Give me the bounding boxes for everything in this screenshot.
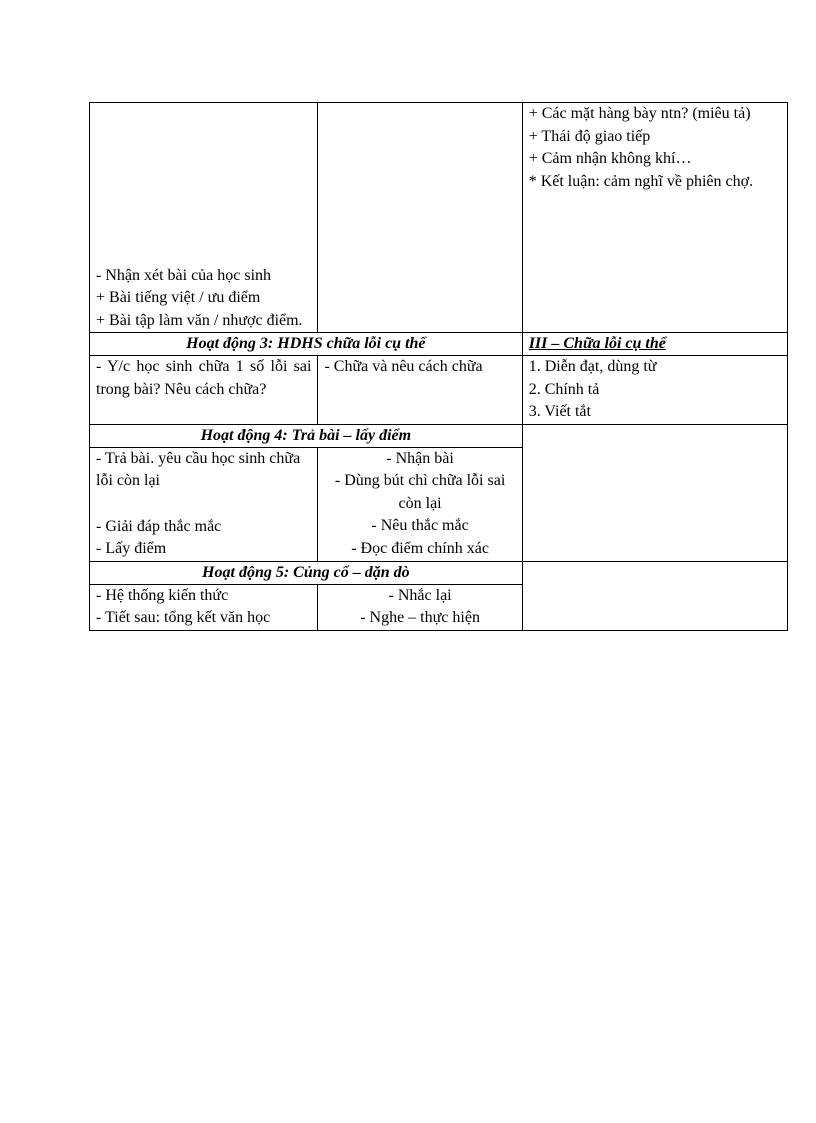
teacher-text: - Giải đáp thắc mắc	[96, 517, 222, 535]
content-cell	[522, 103, 787, 333]
content-text: + Các mặt hàng bày ntn? (miêu tả)	[528, 105, 751, 122]
content-text: * Kết luận: cảm nghĩ về phiên chợ.	[528, 172, 754, 190]
activity-4-header: Hoạt động 4: Trả bài – lấy điểm	[90, 424, 523, 447]
student-text: - Đọc điểm chính xác	[351, 539, 489, 557]
teacher-text: + Bài tập làm văn / nhược điểm.	[96, 311, 303, 329]
teacher-text: - Tiết sau: tổng kết văn học	[96, 609, 271, 626]
student-text: - Nghe – thực hiện	[360, 609, 480, 626]
table-row	[90, 424, 788, 447]
student-activity-cell	[318, 584, 522, 630]
student-text: - Dùng bút chì chữa lỗi sai còn lại	[334, 472, 506, 512]
content-cell	[522, 356, 787, 425]
teacher-activity-cell	[90, 447, 318, 561]
teacher-text: + Bài tiếng việt / ưu điểm	[96, 289, 261, 306]
teacher-text: - Hệ thống kiến thức	[96, 586, 229, 604]
section-iii-heading: III – Chữa lỗi cụ thể	[522, 333, 787, 356]
content-text: 3. Viết tắt	[528, 403, 591, 420]
student-activity-cell: - Chữa và nêu cách chữa	[318, 356, 522, 425]
student-text: - Nhắc lại	[388, 586, 452, 604]
content-text: 1. Diễn đạt, dùng từ	[528, 358, 657, 375]
table-row	[90, 561, 788, 584]
content-text: 2. Chính tả	[528, 380, 600, 398]
teacher-activity-cell	[90, 103, 318, 333]
content-text: + Cảm nhận không khí…	[528, 150, 692, 167]
student-text: - Nhận bài	[386, 449, 454, 467]
table-row	[90, 103, 788, 333]
teacher-text: - Nhận xét bài của học sinh	[96, 266, 272, 284]
student-activity-cell	[318, 103, 522, 333]
teacher-activity-cell	[90, 584, 318, 630]
content-cell	[522, 561, 787, 630]
content-text: + Thái độ giao tiếp	[528, 127, 651, 145]
teacher-text: - Trả bài. yêu cầu học sinh chữa lỗi còn lại	[96, 449, 301, 489]
table-row	[90, 333, 788, 356]
teacher-activity-cell: - Y/c học sinh chữa 1 số lỗi sai trong bài? Nêu cách chữa?	[90, 356, 318, 425]
teacher-text: - Lấy điểm	[96, 540, 167, 557]
student-activity-cell	[318, 447, 522, 561]
activity-3-header: Hoạt động 3: HDHS chữa lỗi cụ thể	[90, 333, 523, 356]
student-text: - Nêu thắc mắc	[371, 517, 469, 534]
lesson-plan-table	[89, 102, 788, 631]
activity-5-header: Hoạt động 5: Củng cố – dặn dò	[90, 561, 523, 584]
content-cell	[522, 424, 787, 561]
table-row	[90, 356, 788, 425]
